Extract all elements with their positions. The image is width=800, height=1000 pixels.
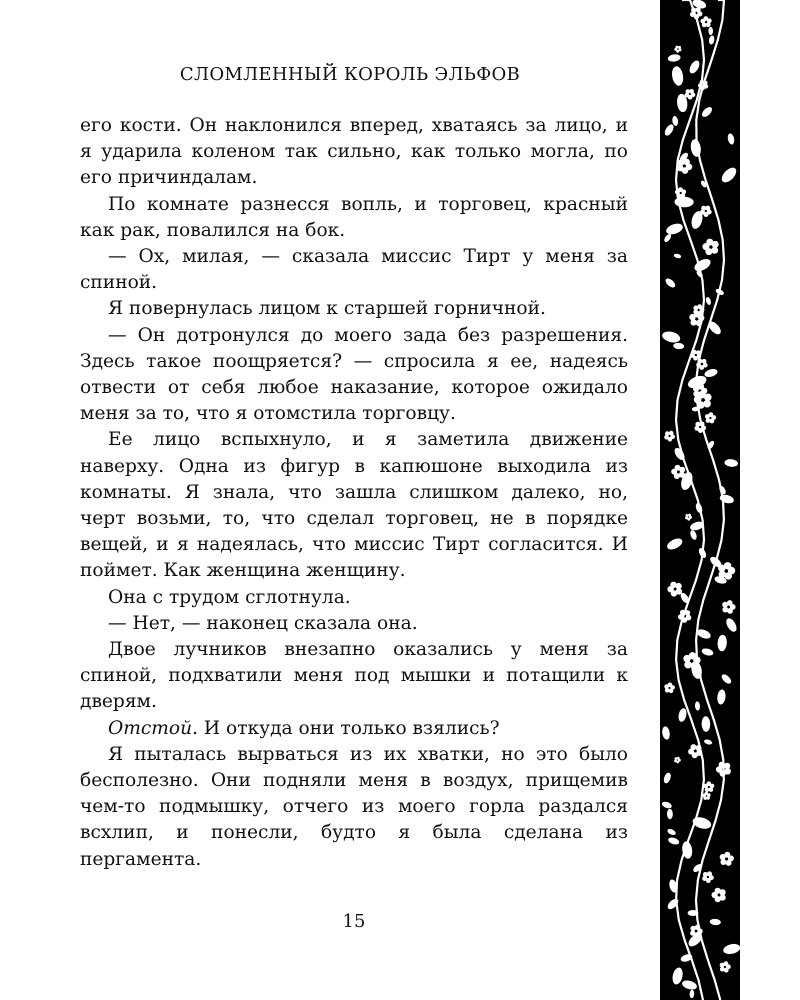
paragraph: Я пыталась вырваться из их хватки, но это было бесполезно. Они подняли меня в воздух, прищемив чем-то подмышку, отчего из моего горла раздался всхлип, и понесли, будто я была сделана из пергамента.: [80, 743, 628, 870]
paragraph: Ее лицо вспыхнуло, и я заметила движение наверху. Одна из фигур в капюшоне выходила из комнаты. Я знала, что зашла слишком далеко, но, черт возьми, то, что сделал торговец, не в порядке вещей, и я надеялась, что миссис Тирт согласится. И поймет. Как женщина женщину.: [80, 429, 628, 582]
running-head: СЛОМЛЕННЫЙ КОРОЛЬ ЭЛЬФОВ: [179, 64, 521, 85]
paragraph: [80, 716, 628, 742]
paragraph: Я повернулась лицом к старшей горничной.: [108, 298, 546, 320]
page-number: 15: [342, 911, 366, 932]
paragraph: его кости. Он наклонился вперед, хватаясь за лицо, и я ударила коленом так сильно, как только могла, по его причиндалам.: [80, 115, 628, 189]
paragraph: По комнате разнесся вопль, и торговец, красный как рак, повалился на бок.: [80, 193, 628, 241]
paragraph: — Нет, — наконец сказала она.: [108, 612, 418, 634]
paragraph: — Ох, милая, — сказала миссис Тирт у меня за спиной.: [80, 246, 628, 294]
paragraph: Двое лучников внезапно оказались у меня за спиной, подхватили меня под мышки и потащили к дверям.: [80, 639, 628, 713]
floral-vine-pattern: [660, 0, 740, 1000]
paragraph: — Он дотронулся до моего зада без разрешения. Здесь такое поощряется? — спросила я ее, надеясь отвести от себя любое наказание, которое ожидало меня за то, что я отомстила торговцу.: [80, 324, 628, 425]
emphasis-text: Отстой: [108, 717, 193, 739]
floral-vine-border-icon: [660, 0, 740, 1000]
paragraph: Она с трудом сглотнула.: [108, 586, 351, 608]
body-text: [80, 113, 628, 873]
paragraph-text: . И откуда они только взялись?: [192, 717, 500, 739]
